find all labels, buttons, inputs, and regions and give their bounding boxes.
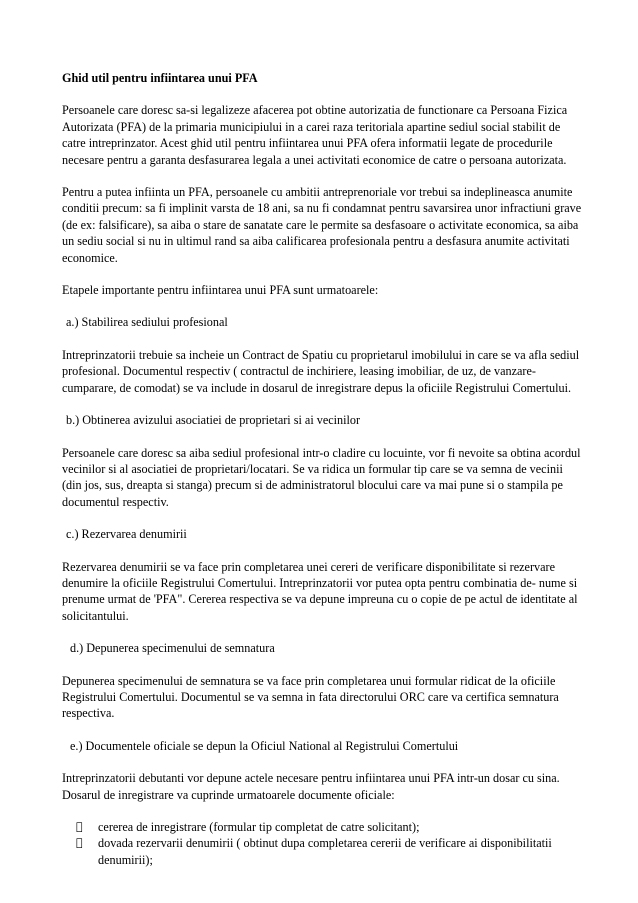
intro-paragraph: Persoanele care doresc sa-si legalizeze afacerea pot obtine autorizatia de functionare ca Persoana Fizica Autorizata (PFA) de la primaria municipiului in a carei raza teritoriala apartine sediul social stabilit de catre intreprinzator. Acest ghid util pentru infiintarea unui PFA ofera informatii legate de procedurile necesare pentru a garanta desfasurarea legala a unei activitati economice de catre o persoana autorizata.	[62, 103, 568, 167]
step-c-heading: c.) Rezervarea denumirii	[66, 527, 187, 542]
document-title: Ghid util pentru infiintarea unui PFA	[62, 71, 258, 85]
list-item	[62, 835, 582, 868]
bullet-icon	[76, 835, 83, 851]
list-item-text: dovada rezervarii denumirii ( obtinut dupa completarea cererii de verificare ai disponibilitatii denumirii);	[98, 836, 552, 867]
step-c-body: Rezervarea denumirii se va face prin completarea unei cereri de verificare disponibilitate si rezervare denumire la oficiile Registrului Comertului. Intreprinzatorii vor putea opta pentru combinatia de- nume si prenume urmat de 'PFA". Cererea respectiva se va depune impreuna cu o copie de pe actul de identitate al solicitantului.	[62, 559, 578, 623]
step-e-heading: e.) Documentele oficiale se depun la Oficiul National al Registrului Comertului	[70, 738, 459, 753]
step-d-heading: d.) Depunerea specimenului de semnatura	[70, 641, 275, 656]
documents-list	[62, 819, 582, 868]
list-item-text: cererea de inregistrare (formular tip completat de catre solicitant);	[98, 820, 420, 834]
step-a-body: Intreprinzatorii trebuie sa incheie un Contract de Spatiu cu proprietarul imobilului in care se va afla sediul profesional. Documentul respectiv ( contractul de inchiriere, leasing imobiliar, de uz, de vanzare-cumparare, de comodat) se va include in dosarul de inregistrare depus la oficiile Registrului Comertului.	[62, 347, 580, 395]
steps-intro-paragraph: Etapele importante pentru infiintarea unui PFA sunt urmatoarele:	[62, 283, 379, 298]
step-b-heading: b.) Obtinerea avizului asociatiei de proprietari si ai vecinilor	[66, 413, 361, 428]
step-b-body: Persoanele care doresc sa aiba sediul profesional intr-o cladire cu locuinte, vor fi nevoite sa obtina acordul vecinilor si al asociatiei de proprietari/locatari. Se va ridica un formular tip care se va semna de vecinii (din jos, sus, dreapta si stanga) precum si de administratorul blocului care va mai pune si o stampila pe documentul respectiv.	[62, 445, 581, 509]
step-a-heading: a.) Stabilirea sediului profesional	[66, 315, 228, 330]
list-item	[62, 819, 582, 835]
conditions-paragraph: Pentru a putea infiinta un PFA, persoanele cu ambitii antreprenoriale vor trebui sa indeplineasca anumite conditii precum: sa fi implinit varsta de 18 ani, sa nu fi condamnat pentru savarsirea unor infractiuni grave (de ex: falsificare), sa aiba o stare de sanatate care le permite sa desfasoare o activitate economica, sa aiba un sediu social si nu in ultimul rand sa aiba calificarea profesionala pentru a desfasura anumite activitati economice.	[62, 185, 582, 265]
step-e-body: Intreprinzatorii debutanti vor depune actele necesare pentru infiintarea unui PFA intr-un dosar cu sina. Dosarul de inregistrare va cuprinde urmatoarele documente oficiale:	[62, 771, 560, 802]
step-d-body: Depunerea specimenului de semnatura se va face prin completarea unui formular ridicat de la oficiile Registrului Comertului. Documentul se va semna in fata directorului ORC care va certifica semnatura respectiva.	[62, 673, 559, 721]
bullet-icon	[76, 819, 83, 835]
document-page	[62, 70, 582, 868]
